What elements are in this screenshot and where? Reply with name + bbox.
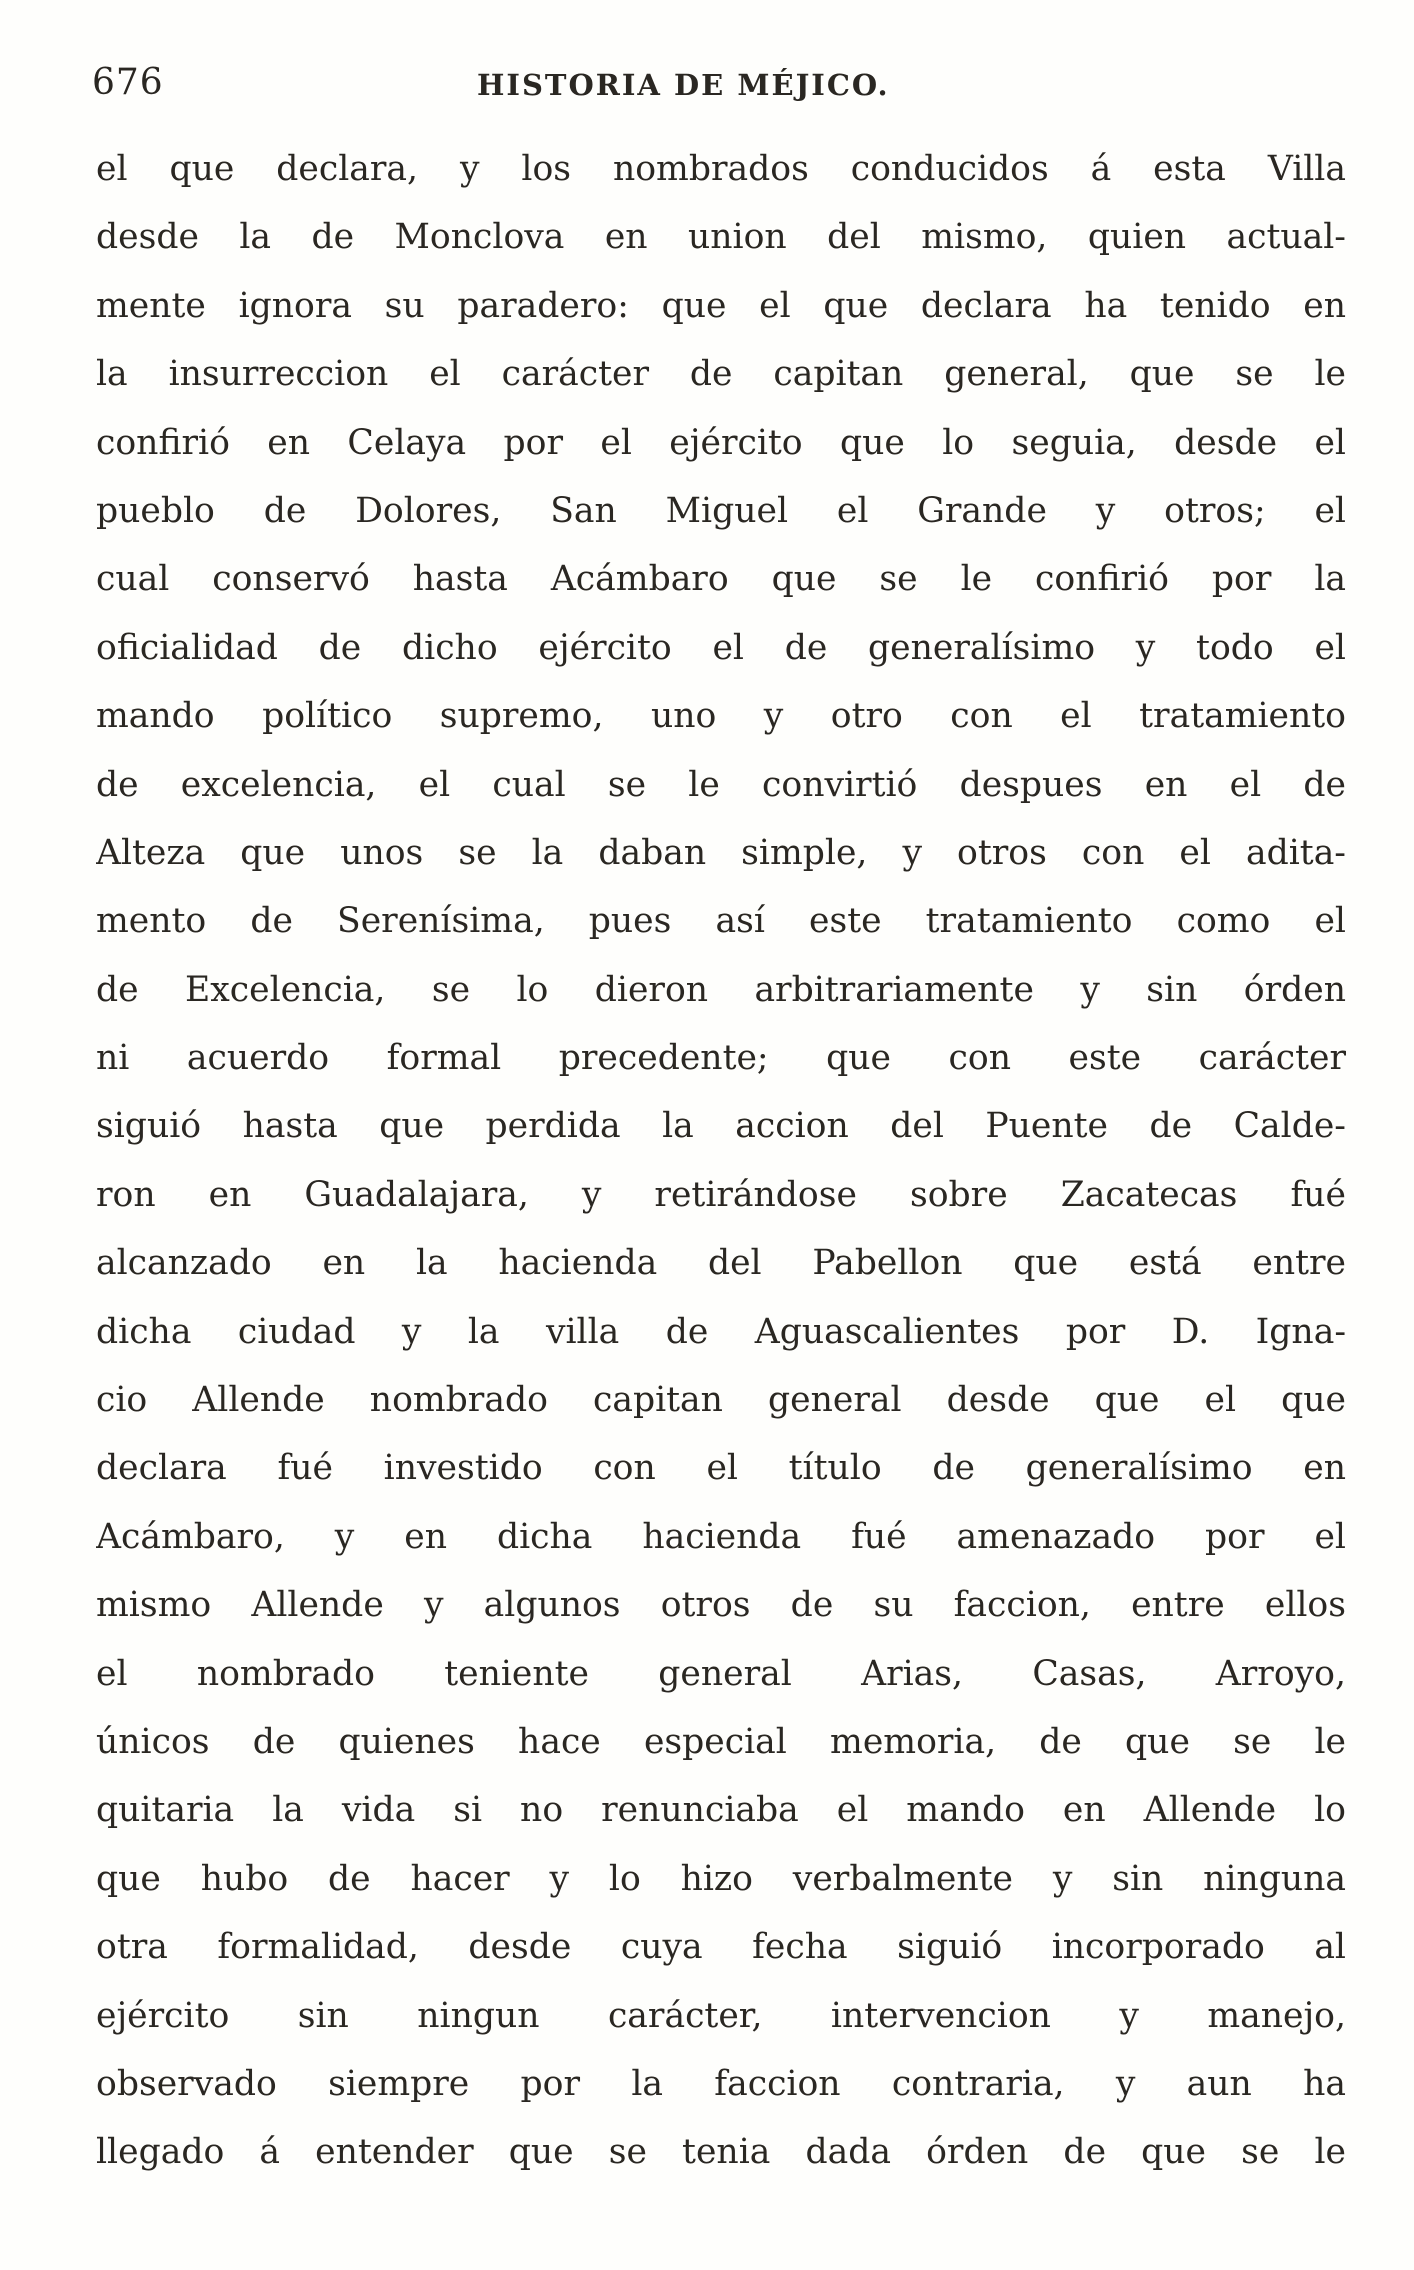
text-line: el nombrado teniente general Arias, Casas, Arroyo, bbox=[96, 1653, 1346, 1694]
text-line: de excelencia, el cual se le convirtió despues en el de bbox=[96, 764, 1346, 805]
text-line: desde la de Monclova en union del mismo, quien actual- bbox=[96, 217, 1346, 258]
text-line: Acámbaro, y en dicha hacienda fué amenazado por el bbox=[96, 1516, 1346, 1557]
running-title: HISTORIA DE MÉJICO. bbox=[477, 68, 890, 102]
text-line: ejército sin ningun carácter, intervencion y manejo, bbox=[96, 1995, 1346, 2036]
text-line: mento de Serenísima, pues así este tratamiento como el bbox=[96, 901, 1346, 942]
text-line: oficialidad de dicho ejército el de generalísimo y todo el bbox=[96, 627, 1346, 668]
text-line: mente ignora su paradero: que el que declara ha tenido en bbox=[96, 285, 1346, 326]
text-line: ni acuerdo formal precedente; que con este carácter bbox=[96, 1038, 1346, 1079]
page-number: 676 bbox=[92, 62, 164, 103]
text-line: alcanzado en la hacienda del Pabellon que está entre bbox=[96, 1243, 1346, 1284]
text-line: observado siempre por la faccion contraria, y aun ha bbox=[96, 2063, 1346, 2104]
text-line: que hubo de hacer y lo hizo verbalmente y sin ninguna bbox=[96, 1858, 1346, 1899]
text-line: otra formalidad, desde cuya fecha siguió incorporado al bbox=[96, 1927, 1346, 1968]
text-line: únicos de quienes hace especial memoria, de que se le bbox=[96, 1721, 1346, 1762]
text-line: dicha ciudad y la villa de Aguascalientes por D. Igna- bbox=[96, 1311, 1346, 1352]
text-line: cio Allende nombrado capitan general desde que el que bbox=[96, 1380, 1346, 1421]
page-header bbox=[92, 62, 1342, 122]
text-line: pueblo de Dolores, San Miguel el Grande y otros; el bbox=[96, 490, 1346, 531]
text-line: de Excelencia, se lo dieron arbitrariamente y sin órden bbox=[96, 969, 1346, 1010]
text-line: cual conservó hasta Acámbaro que se le confirió por la bbox=[96, 559, 1346, 600]
text-line: ron en Guadalajara, y retirándose sobre Zacatecas fué bbox=[96, 1174, 1346, 1215]
text-line: siguió hasta que perdida la accion del Puente de Calde- bbox=[96, 1106, 1346, 1147]
text-line: quitaria la vida si no renunciaba el mando en Allende lo bbox=[96, 1790, 1346, 1831]
text-line: el que declara, y los nombrados conducidos á esta Villa bbox=[96, 149, 1346, 189]
text-line: Alteza que unos se la daban simple, y otros con el adita- bbox=[96, 832, 1346, 873]
text-line: mismo Allende y algunos otros de su faccion, entre ellos bbox=[96, 1585, 1346, 1626]
body-text bbox=[96, 135, 1346, 2187]
text-line: confirió en Celaya por el ejército que lo seguia, desde el bbox=[96, 422, 1346, 463]
text-line: llegado á entender que se tenia dada órden de que se le bbox=[96, 2132, 1346, 2173]
text-line: declara fué investido con el título de generalísimo en bbox=[96, 1448, 1346, 1489]
text-line: mando político supremo, uno y otro con el tratamiento bbox=[96, 696, 1346, 737]
text-line: la insurreccion el carácter de capitan general, que se le bbox=[96, 354, 1346, 395]
